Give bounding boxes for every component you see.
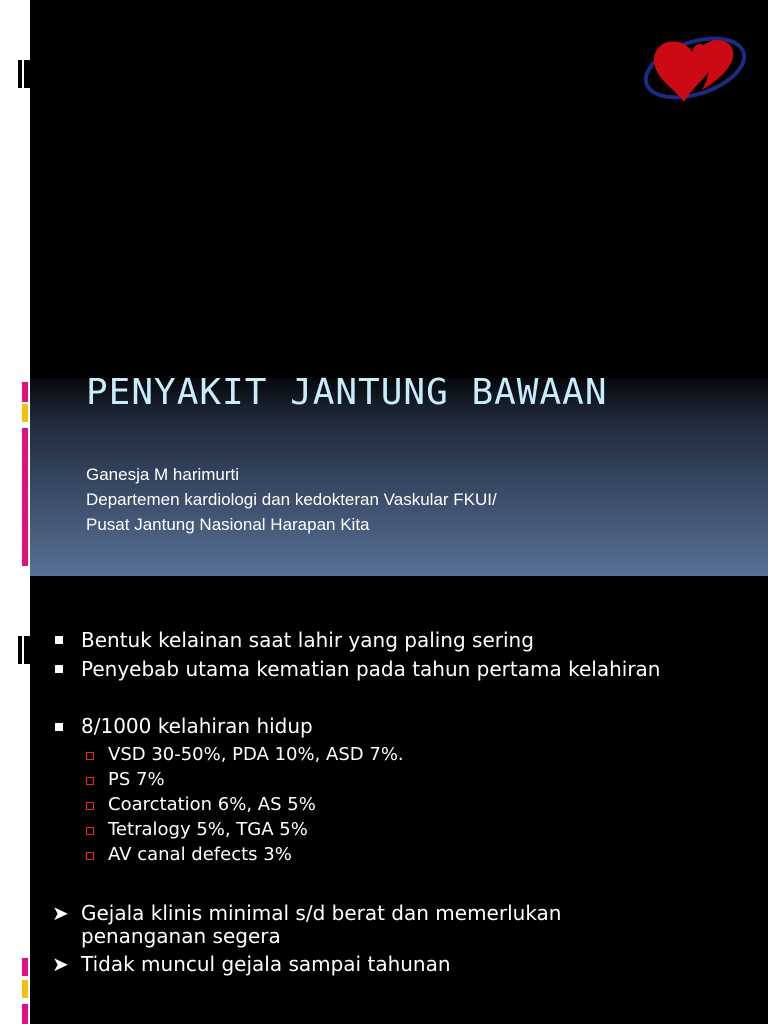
arrow-bullet-icon: ➤ — [52, 952, 69, 976]
slide-title: PENYAKIT JANTUNG BAWAAN — [86, 372, 608, 413]
heart-logo-icon — [640, 30, 750, 110]
affiliation-line: Pusat Jantung Nasional Harapan Kita — [86, 515, 370, 534]
edge-accent-magenta — [22, 1004, 28, 1024]
edge-accent-yellow — [22, 980, 28, 998]
sub-bullet-item: Coarctation 6%, AS 5% — [108, 794, 316, 815]
arrow-bullet-item: Tidak muncul gejala sampai tahunan — [81, 952, 451, 976]
sub-bullet-item: PS 7% — [108, 769, 165, 790]
edge-accent-magenta — [22, 382, 28, 402]
edge-accent-magenta — [22, 428, 28, 566]
edge-bar — [24, 636, 30, 664]
affiliation-line: Departemen kardiologi dan kedokteran Vaskular FKUI/ — [86, 490, 497, 509]
edge-bar — [24, 60, 30, 88]
content-slide — [30, 576, 768, 1024]
arrow-bullet-icon: ➤ — [52, 901, 69, 925]
edge-accent-magenta — [22, 958, 28, 976]
sub-bullet-item: AV canal defects 3% — [108, 844, 292, 865]
edge-accent-yellow — [22, 404, 28, 422]
bullet-item: 8/1000 kelahiran hidup — [81, 714, 313, 738]
edge-bar — [18, 636, 22, 664]
bullet-item: Bentuk kelainan saat lahir yang paling sering — [81, 628, 534, 652]
subtitle-block — [86, 462, 497, 537]
edge-bar — [18, 60, 22, 88]
author-name: Ganesja M harimurti — [86, 465, 240, 484]
sub-bullet-item: VSD 30-50%, PDA 10%, ASD 7%. — [108, 744, 404, 765]
arrow-bullet-item: Gejala klinis minimal s/d berat dan memerlukan — [81, 901, 562, 925]
arrow-bullet-item-continued: penanganan segera — [81, 924, 281, 948]
bullet-item: Penyebab utama kematian pada tahun pertama kelahiran — [81, 657, 661, 681]
sub-bullet-item: Tetralogy 5%, TGA 5% — [108, 819, 308, 840]
